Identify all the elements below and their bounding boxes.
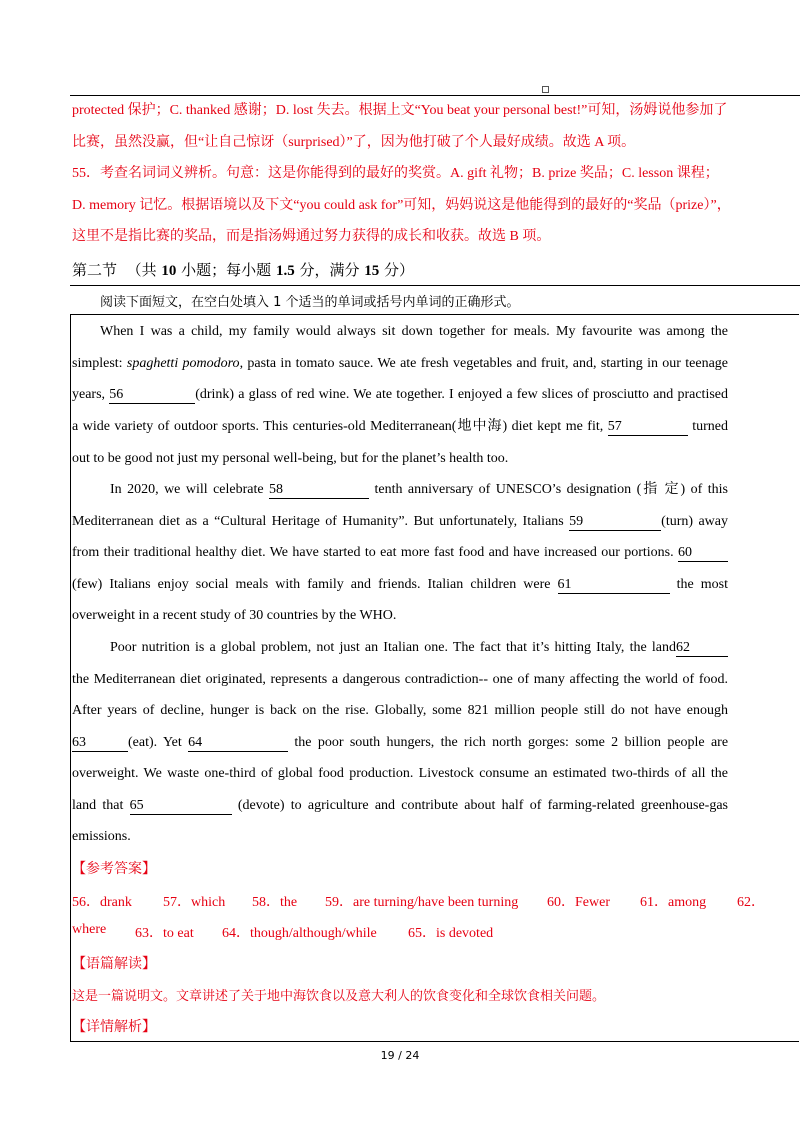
answer-61: 61．among [640,895,707,910]
answer-56: 56．drank [72,895,132,910]
answer-header: 【参考答案】 [72,861,156,877]
section-count: 10 [161,263,177,279]
passage-line-4: a wide variety of outdoor sports. This centuries-old Mediterranean(地中海) diet kept me fit, 57 turned [72,419,729,434]
passage-line-6: In 2020, we will celebrate 58 tenth anniversary of UNESCO’s designation (指 定) of this [110,482,729,497]
page-number: 19 / 24 [380,1049,420,1062]
instruction: 阅读下面短文，在空白处填入 1 个适当的单词或括号内单词的正确形式。 [100,295,520,310]
passage-line-5: out to be good not just my personal well-being, but for the planet’s health too. [72,451,509,466]
blank-57[interactable]: 57 [608,419,688,436]
answer-58: 58．the [252,895,298,910]
section-mid2: 分，满分 [299,261,360,279]
passage-line-8: from their traditional healthy diet. We have started to eat more fast food and have increased our portions. 60 [72,543,728,563]
section-paren-close: 分） [384,261,415,279]
analysis-text: 这是一篇说明文。文章讲述了关于地中海饮食以及意大利人的饮食变化和全球饮食相关问题。 [72,989,606,1004]
blank-64[interactable]: 64 [188,735,288,752]
passage-line-12: the Mediterranean diet originated, represents a dangerous contradiction-- one of many affecting the world of food. [72,672,728,687]
blank-62[interactable]: 62 [676,640,728,657]
answer-57: 57．which [163,895,226,910]
passage-line-2: simplest: spaghetti pomodoro, pasta in tomato sauce. We ate fresh vegetables and fruit, and, starting in our teenage [72,356,729,371]
explanation-54-line1: protected 保护；C. thanked 感谢；D. lost 失去。根据上文“You beat your personal best!”可知，汤姆说他参加了 [72,103,728,118]
explanation-55-line3: 这里不是指比赛的奖品，而是指汤姆通过努力获得的成长和收获。故选 B 项。 [72,229,551,244]
blank-65[interactable]: 65 [130,798,232,815]
passage-line-3: years, 56 (drink) a glass of red wine. We ate together. I enjoyed a few slices of prosciutto and practised [72,387,729,402]
blank-59[interactable]: 59 [569,514,661,531]
passage-line-15: overweight. We waste one-third of global food production. Livestock consume an estimated two-thirds of all the [72,766,728,781]
blank-58[interactable]: 58 [269,482,369,499]
answer-64: 64．though/although/while [222,926,377,941]
passage-line-13: After years of decline, hunger is back on the rise. Globally, some 821 million people still do not have enough [72,703,728,718]
dish-name: spaghetti pomodoro [126,356,240,371]
explanation-55-line1: 55．考查名词词义辨析。句意：这是你能得到的最好的奖赏。A. gift 礼物；B. prize 奖品；C. lesson 课程； [72,166,719,181]
blank-60[interactable]: 60 [678,545,728,562]
blank-61[interactable]: 61 [558,577,670,594]
answer-62-label: 62． [737,895,765,910]
passage-line-10: overweight in a recent study of 30 countries by the WHO. [72,608,397,623]
passage-line-9: (few) Italians enjoy social meals with family and friends. Italian children were 61 the most [72,577,728,592]
section-paren-open: （共 [126,261,157,279]
answer-65: 65．is devoted [408,926,494,941]
blank-56[interactable]: 56 [109,387,195,404]
passage-line-1: When I was a child, my family would always sit down together for meals. My favourite was among the [100,324,728,339]
passage-line-11: Poor nutrition is a global problem, not just an Italian one. The fact that it’s hitting Italy, the land62 [110,638,728,658]
explanation-54-line2: 比赛，虽然没赢，但“让自己惊讶（surprised）”了，因为他打破了个人最好成绩。故选 A 项。 [72,135,636,150]
section-total: 15 [364,263,380,279]
answer-63: 63．to eat [135,926,194,941]
detail-header: 【详情解析】 [72,1019,156,1035]
passage-line-16: land that 65 (devote) to agriculture and contribute about half of farming-related greenhouse-gas [72,798,729,813]
explanation-55-line2: D. memory 记忆。根据语境以及下文“you could ask for”可知，妈妈说这是他能得到的最好的“奖品（prize）”， [72,198,731,213]
passage-line-14: 63 (eat). Yet 64 the poor south hungers, the rich north gorges: some 2 billion people are [72,735,729,750]
passage-line-17: emissions. [72,829,131,844]
section-title [72,259,414,280]
passage-line-7: Mediterranean diet as a “Cultural Heritage of Humanity”. But unfortunately, Italians 59 (turn) away [72,514,728,529]
section-points: 1.5 [275,263,295,279]
analysis-header: 【语篇解读】 [72,956,156,972]
answer-60: 60．Fewer [547,895,610,910]
blank-63[interactable]: 63 [72,735,128,752]
section-label: 第二节 [72,261,118,279]
section-mid1: 小题；每小题 [181,261,272,279]
answer-62-value: where [72,922,107,937]
header-rule [70,95,800,96]
corner-marker [542,86,549,93]
answer-59: 59．are turning/have been turning [325,895,519,910]
section-rule [70,285,800,286]
